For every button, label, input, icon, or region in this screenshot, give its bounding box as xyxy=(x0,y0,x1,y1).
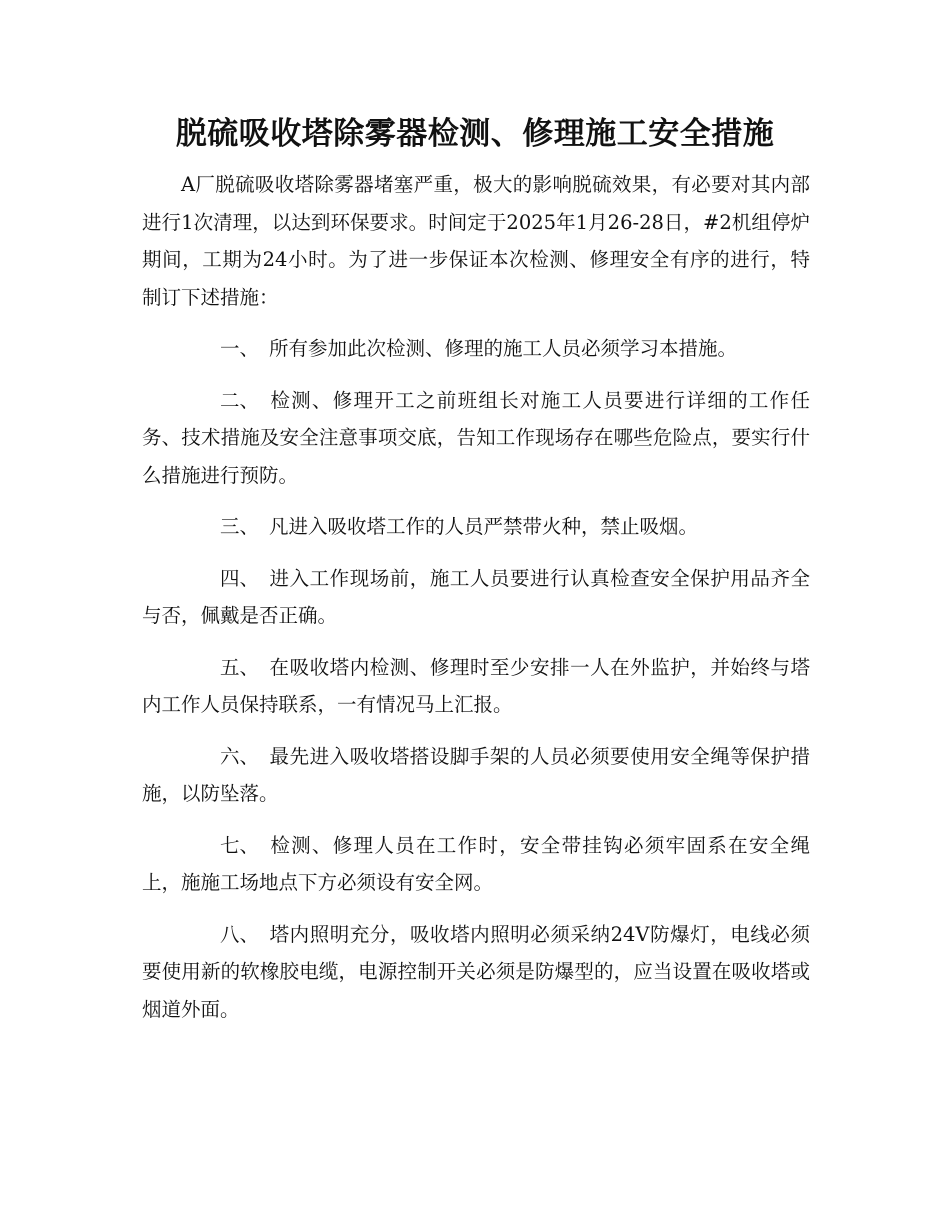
item-text: 最先进入吸收塔搭设脚手架的人员必须要使用安全绳等保护措施，以防坠落。 xyxy=(142,744,810,805)
item-number: 八、 xyxy=(220,922,260,946)
item-text: 在吸收塔内检测、修理时至少安排一人在外监护，并始终与塔内工作人员保持联系，一有情况马上汇报。 xyxy=(142,655,810,716)
document-body xyxy=(142,166,810,1042)
measure-item-5 xyxy=(142,649,810,724)
measure-item-2 xyxy=(142,382,810,495)
document-title: 脱硫吸收塔除雾器检测、修理施工安全措施 xyxy=(175,116,775,152)
item-number: 二、 xyxy=(220,388,260,412)
item-text: 检测、修理开工之前班组长对施工人员要进行详细的工作任务、技术措施及安全注意事项交底，告知工作现场存在哪些危险点，要实行什么措施进行预防。 xyxy=(142,388,810,487)
measure-item-7 xyxy=(142,827,810,902)
item-text: 凡进入吸收塔工作的人员严禁带火种，禁止吸烟。 xyxy=(269,515,699,538)
item-number: 五、 xyxy=(220,655,260,679)
item-number: 六、 xyxy=(220,744,260,768)
item-text: 进入工作现场前，施工人员要进行认真检查安全保护用品齐全与否，佩戴是否正确。 xyxy=(142,566,810,627)
measure-item-8 xyxy=(142,916,810,1029)
measure-item-1 xyxy=(142,330,810,368)
item-text: 所有参加此次检测、修理的施工人员必须学习本措施。 xyxy=(269,337,738,360)
item-number: 一、 xyxy=(220,337,260,360)
measure-item-3 xyxy=(142,508,810,546)
item-text: 检测、修理人员在工作时，安全带挂钩必须牢固系在安全绳上，施施工场地点下方必须设有安全网。 xyxy=(142,833,810,894)
item-number: 七、 xyxy=(220,833,260,857)
item-number: 四、 xyxy=(220,566,260,590)
item-number: 三、 xyxy=(220,515,260,538)
intro-paragraph: A厂脱硫吸收塔除雾器堵塞严重，极大的影响脱硫效果，有必要对其内部进行1次清理，以达到环保要求。时间定于2025年1月26-28日，#2机组停炉期间，工期为24小时。为了进一步保证本次检测、修理安全有序的进行，特制订下述措施： xyxy=(142,173,810,309)
measure-item-4 xyxy=(142,560,810,635)
measure-item-6 xyxy=(142,738,810,813)
item-text: 塔内照明充分，吸收塔内照明必须采纳24V防爆灯，电线必须要使用新的软橡胶电缆，电源控制开关必须是防爆型的，应当设置在吸收塔或烟道外面。 xyxy=(142,922,810,1021)
